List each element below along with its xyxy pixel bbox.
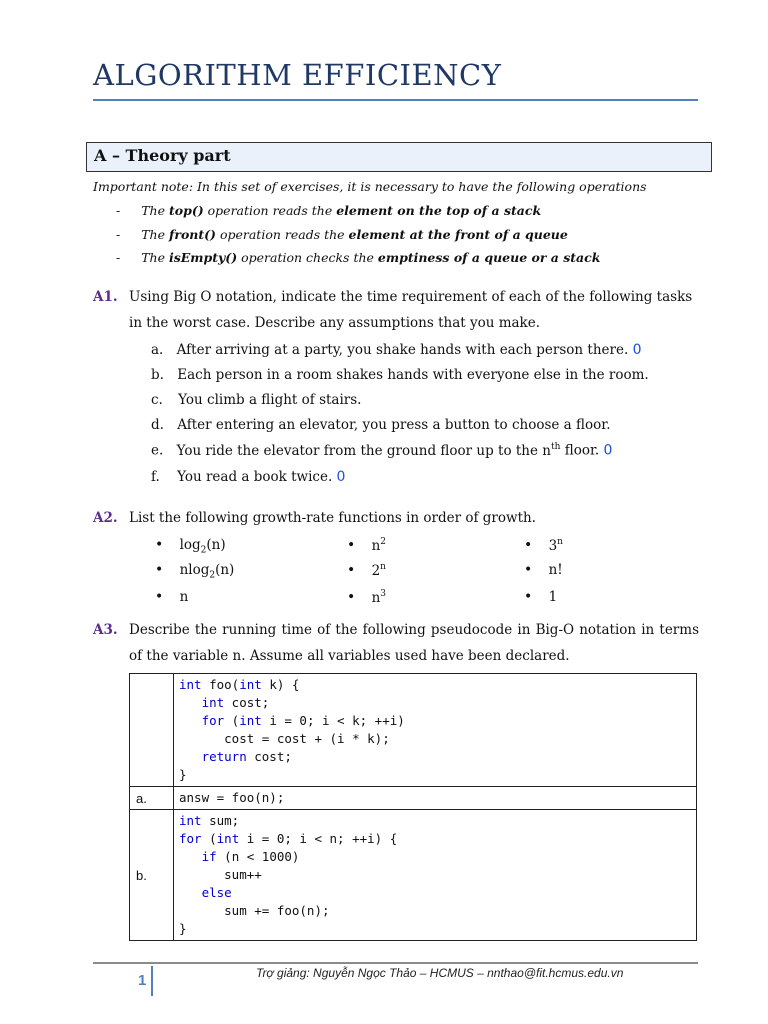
op-text: The: [141, 203, 169, 218]
dash-icon: -: [116, 250, 121, 265]
growth-item: [155, 562, 234, 581]
item-sup: th: [550, 442, 561, 452]
table-row: [130, 674, 697, 787]
fn-text: nlog: [179, 562, 210, 578]
item-label: e.: [151, 442, 164, 459]
fn-text: (n): [206, 537, 226, 553]
question-text-a3: Describe the running time of the following pseudocode in Big-O notation in terms of the variable n. Assume all variables used have been declared.: [129, 622, 699, 664]
code-cell-a: [174, 787, 697, 810]
growth-item: [524, 562, 563, 578]
code-cell-b: [174, 810, 697, 941]
question-number-a3: A3.: [93, 622, 118, 638]
a1-item-f: [151, 469, 345, 485]
op-text: The: [141, 250, 169, 265]
item-text: Each person in a room shakes hands with everyone else in the room.: [177, 367, 649, 383]
a1-item-d: [151, 417, 611, 433]
op-desc: element on the top of a stack: [336, 203, 542, 218]
fn-text: n!: [548, 562, 563, 578]
op-text: operation reads the: [215, 227, 349, 242]
dash-icon: -: [116, 227, 121, 242]
fn-sup: n: [380, 562, 386, 572]
growth-item: [347, 537, 386, 554]
row-label-b: b.: [130, 810, 174, 941]
page-divider: [151, 966, 153, 996]
item-text: You climb a flight of stairs.: [178, 392, 362, 408]
row-label-a: a.: [130, 787, 174, 810]
code-cell-foo: [174, 674, 697, 787]
fn-text: n: [371, 589, 381, 606]
item-label: f.: [151, 469, 160, 485]
item-text: After entering an elevator, you press a button to choose a floor.: [177, 417, 611, 433]
growth-item: [347, 589, 386, 606]
fn-text: log: [179, 537, 201, 553]
item-label: c.: [151, 392, 163, 408]
bullet-icon: •: [155, 562, 164, 578]
growth-item: [524, 537, 563, 554]
footer-credit: Trợ giảng: Nguyễn Ngọc Thảo – HCMUS – nnthao@fit.hcmus.edu.vn: [256, 966, 624, 980]
fn-sub: 2: [200, 545, 207, 556]
answer-mark: 0: [603, 442, 613, 459]
row-label-empty: [130, 674, 174, 787]
growth-item: [155, 537, 226, 556]
title-underline: [93, 99, 698, 101]
table-row: [130, 810, 697, 941]
operation-item-isempty: [116, 250, 600, 265]
item-text: You ride the elevator from the ground floor up to the n: [176, 442, 551, 459]
op-text: The: [141, 227, 169, 242]
dash-icon: -: [116, 203, 121, 218]
bullet-icon: •: [155, 589, 164, 605]
fn-text: (n): [215, 562, 235, 578]
bullet-icon: •: [524, 562, 533, 578]
growth-item: [155, 589, 188, 605]
fn-text: 2: [371, 562, 381, 579]
fn-text: 3: [548, 537, 558, 554]
fn-sup: 3: [380, 589, 386, 599]
operation-item-front: [116, 227, 568, 242]
code-block-b: int sum; for (int i = 0; i < n; ++i) { if (n < 1000) sum++ else sum += foo(n); }: [179, 813, 398, 936]
item-label: d.: [151, 417, 164, 433]
code-block-foo: int foo(int k) { int cost; for (int i = 0; i < k; ++i) cost = cost + (i * k); return cost; }: [179, 677, 405, 782]
footer-rule: [93, 962, 698, 964]
answer-mark: 0: [336, 469, 346, 485]
question-text-a1: Using Big O notation, indicate the time requirement of each of the following tasks in the worst case. Describe any assumptions that you make.: [129, 289, 693, 331]
section-title: A – Theory part: [94, 146, 231, 165]
op-name: top(): [168, 203, 204, 218]
op-name: isEmpty(): [168, 250, 238, 265]
item-text: You read a book twice.: [177, 469, 333, 485]
page-number: 1: [138, 972, 147, 989]
section-header: [86, 142, 712, 172]
fn-sup: 2: [380, 537, 386, 547]
code-line-a: answ = foo(n);: [179, 790, 285, 805]
op-text: operation checks the: [237, 250, 378, 265]
op-name: front(): [168, 227, 216, 242]
bullet-icon: •: [347, 589, 356, 606]
bullet-icon: •: [524, 589, 533, 605]
question-text-a2: List the following growth-rate functions in order of growth.: [129, 510, 536, 526]
fn-sup: n: [557, 537, 563, 547]
item-label: b.: [151, 367, 164, 383]
growth-item: [347, 562, 386, 579]
code-table: [129, 673, 697, 941]
op-desc: element at the front of a queue: [348, 227, 568, 242]
question-number-a1: A1.: [93, 289, 118, 305]
growth-item: [524, 589, 557, 605]
a1-item-c: [151, 392, 361, 408]
op-text: operation reads the: [203, 203, 337, 218]
item-text: floor.: [560, 442, 600, 459]
op-desc: emptiness of a queue or a stack: [377, 250, 601, 265]
question-number-a2: A2.: [93, 510, 118, 526]
operation-item-top: [116, 203, 541, 218]
important-note: Important note: In this set of exercises, it is necessary to have the following operations: [93, 179, 647, 194]
document-title: ALGORITHM EFFICIENCY: [93, 58, 502, 92]
bullet-icon: •: [347, 562, 356, 579]
fn-text: n: [371, 537, 381, 554]
table-row: [130, 787, 697, 810]
fn-sub: 2: [209, 570, 216, 581]
item-label: a.: [151, 342, 164, 358]
bullet-icon: •: [155, 537, 164, 553]
a1-item-b: [151, 367, 649, 383]
fn-text: n: [179, 589, 189, 605]
answer-mark: 0: [632, 342, 642, 358]
item-text: After arriving at a party, you shake hands with each person there.: [176, 342, 629, 358]
a1-item-a: [151, 342, 641, 358]
bullet-icon: •: [347, 537, 356, 554]
a1-item-e: [151, 442, 612, 459]
bullet-icon: •: [524, 537, 533, 554]
fn-text: 1: [548, 589, 558, 605]
